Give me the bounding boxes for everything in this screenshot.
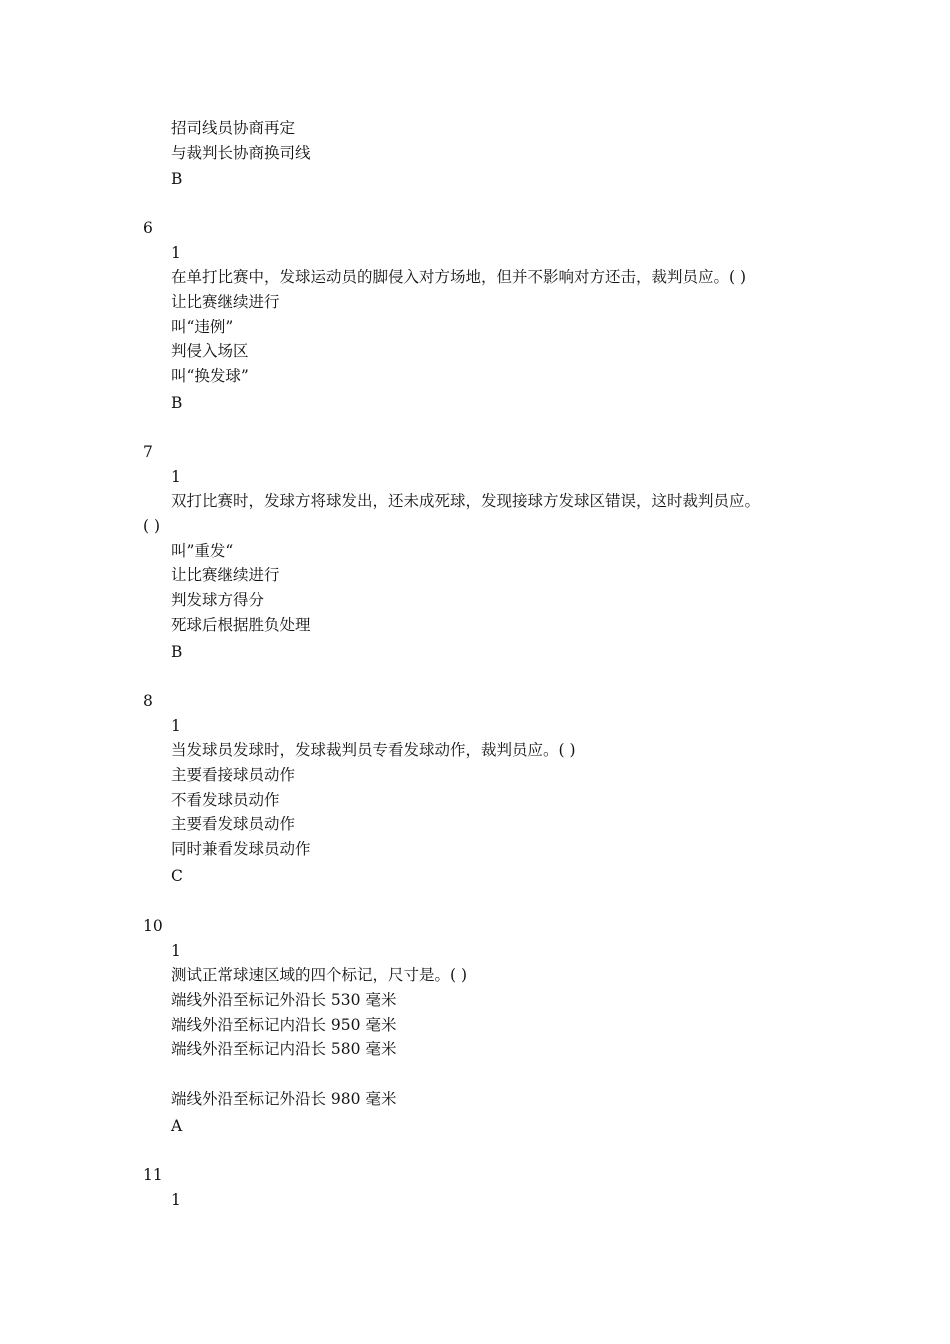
question-score: 1	[171, 716, 181, 735]
option-line: 端线外沿至标记外沿长 530 毫米	[171, 991, 397, 1010]
question-stem: 在单打比赛中，发球运动员的脚侵入对方场地，但并不影响对方还击，裁判员应。( )	[171, 268, 747, 287]
question-score: 1	[171, 1190, 181, 1209]
option-line: 叫“违例”	[171, 317, 234, 336]
option-line: 让比赛继续进行	[171, 293, 280, 312]
question-number: 7	[143, 443, 153, 461]
question-stem-continued: ( )	[143, 517, 161, 536]
question-number: 11	[143, 1166, 163, 1184]
option-line: 与裁判长协商换司线	[171, 143, 311, 162]
option-line: 判侵入场区	[171, 342, 249, 361]
question-score: 1	[171, 243, 181, 262]
question-number: 8	[143, 692, 153, 710]
question-8	[0, 689, 950, 889]
answer-line: A	[171, 1116, 183, 1135]
option-line: 叫”重发“	[171, 541, 234, 560]
question-number: 10	[143, 917, 163, 935]
answer-line: C	[171, 866, 183, 885]
option-line: 叫“换发球”	[171, 367, 249, 386]
option-line: 端线外沿至标记内沿长 950 毫米	[171, 1015, 397, 1034]
option-line: 判发球方得分	[171, 591, 265, 610]
option-line: 主要看接球员动作	[171, 766, 296, 785]
question-score: 1	[171, 467, 181, 486]
question-7	[0, 440, 950, 664]
question-11	[0, 1163, 950, 1212]
option-line: 招司线员协商再定	[171, 119, 296, 137]
option-line: 同时兼看发球员动作	[171, 840, 311, 859]
answer-line: B	[171, 393, 183, 412]
question-6	[0, 216, 950, 416]
question-score: 1	[171, 941, 181, 960]
question-stem: 测试正常球速区域的四个标记，尺寸是。( )	[171, 966, 468, 985]
option-line: 主要看发球员动作	[171, 815, 296, 834]
option-line: 不看发球员动作	[171, 790, 280, 809]
question-10	[0, 914, 950, 1138]
option-line: 死球后根据胜负处理	[171, 615, 311, 634]
option-line: 让比赛继续进行	[171, 566, 280, 585]
option-line: 端线外沿至标记内沿长 580 毫米	[171, 1040, 397, 1059]
blank-gap	[0, 1062, 950, 1087]
prev-question-tail	[0, 116, 950, 192]
question-stem: 双打比赛时，发球方将球发出，还未成死球，发现接球方发球区错误，这时裁判员应。	[171, 492, 761, 511]
answer-line: B	[171, 642, 183, 661]
question-number: 6	[143, 219, 153, 237]
answer-line: B	[171, 170, 183, 189]
question-stem: 当发球员发球时，发球裁判员专看发球动作，裁判员应。( )	[171, 741, 576, 760]
option-line: 端线外沿至标记外沿长 980 毫米	[171, 1089, 397, 1108]
